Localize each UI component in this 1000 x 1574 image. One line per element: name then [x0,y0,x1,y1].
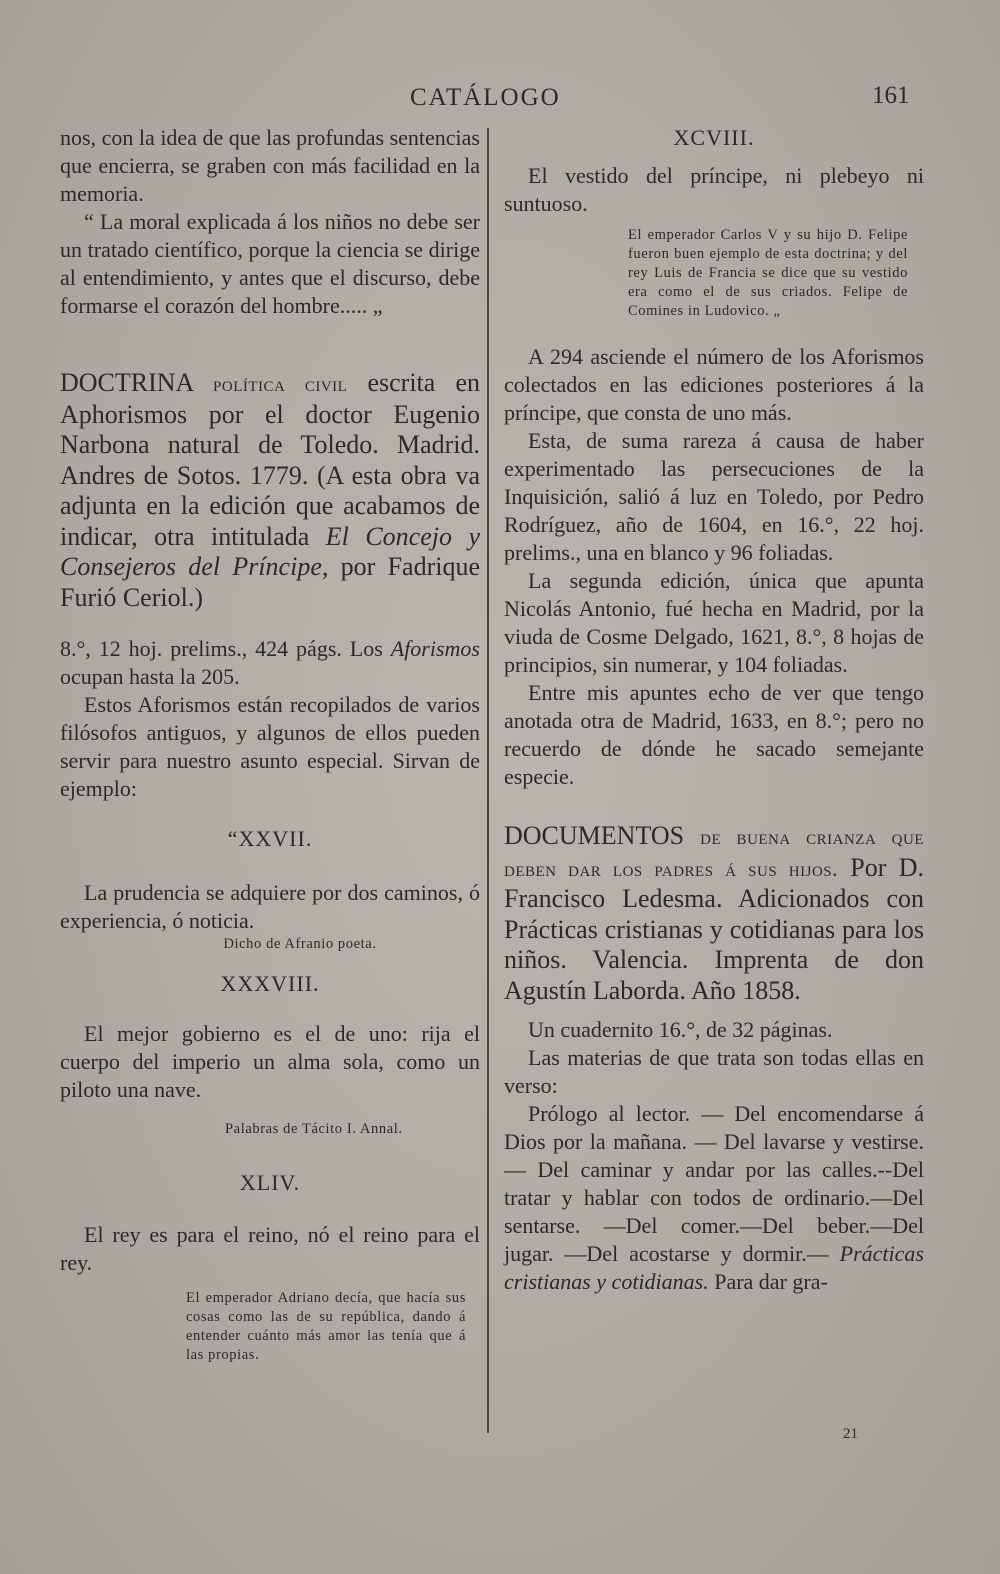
catalog-entry-documentos [504,821,924,1006]
entry-description: Un cuadernito 16.°, de 32 páginas. [528,1017,833,1042]
entry-text: Por D. Francisco Ledesma. Adicionados con Prácticas cristianas y cotidianas para los niños. Valencia. Imprenta de don Agustín Laborda. Año 1858. [504,852,924,1005]
right-column [504,124,924,1296]
left-column [60,124,480,1365]
aphorism-heading: “XXVII. [227,826,313,851]
contents-italic: Prácticas cristianas y cotidianas. [504,1241,924,1294]
aphorism-text: La prudencia se adquiere por dos caminos, ó experiencia, ó noticia. [60,880,480,933]
entry-text: escrita en Aphorismos por el doctor Eugenio Narbona natural de Toledo. Madrid. Andres de Sotos. 1779. (A esta obra va adjunta en la edición que acabamos de indicar, otra intitulada [60,368,481,551]
intro-quote: “ La moral explicada á los niños no debe ser un tratado científico, porque la ciencia se dirige al entendimiento, y antes que el discurso, debe formarse el corazón del hombre..... „ [60,209,480,318]
entry-text-end: por Fadrique Furió Ceriol.) [60,552,480,612]
aphorism-note: Palabras de Tácito I. Annal. [225,1121,403,1137]
aphorism-note: El emperador Adriano decía, que hacía sus cosas como las de su república, dando á entender cuánto más amor las tenía que á las propias. [186,1290,466,1363]
aphorism-note: El emperador Carlos V y su hijo D. Felipe fueron buen ejemplo de esta doctrina; y del rey Luis de Francia se dice que su vestido era como el de sus criados. Felipe de Comines in Ludovico. „ [628,227,908,319]
entry-headword: DOCTRINA [60,368,193,397]
column-divider [487,128,489,1433]
signature-mark: 21 [843,1426,858,1442]
running-header-title: CATÁLOGO [410,84,561,111]
entry-commentary: Estos Aforismos están recopilados de varios filósofos antiguos, y algunos de ellos pueden servir para nuestro asunto especial. Sirvan de ejemplo: [60,692,480,801]
paragraph-editions: A 294 asciende el número de los Aforismos colectados en las ediciones posteriores á la príncipe, que consta de uno más. [504,344,924,425]
aphorism-heading: XLIV. [239,1170,301,1195]
entry-commentary: Las materias de que trata son todas ellas en verso: [504,1045,924,1098]
entry-contents [504,1100,924,1296]
aphorism-heading: XCVIII. [673,125,755,150]
aphorism-note: Dicho de Afranio poeta. [223,936,377,952]
description-text-end: ocupan hasta la 205. [60,664,240,689]
entry-italic-title: El Concejo y Consejeros del Príncipe, [60,521,481,581]
aphorism-heading: XXXVIII. [220,971,320,996]
description-italic: Aforismos [390,636,480,661]
entry-description [60,635,480,691]
catalog-entry-doctrina [60,368,480,613]
paragraph-notes: Entre mis apuntes echo de ver que tengo anotada otra de Madrid, 1633, en 8.°; pero no recuerdo de dónde he sacado semejante especie. [504,680,924,789]
intro-paragraph: nos, con la idea de que las profundas sentencias que encierra, se graben con más facilidad en la memoria. [60,125,480,206]
page-number: 161 [872,82,910,109]
entry-headword-subtitle: de buena crianza que deben dar los padres á sus hijos. [504,825,924,881]
description-text: 8.°, 12 hoj. prelims., 424 págs. Los [60,636,391,661]
aphorism-text: El rey es para el reino, nó el reino para el rey. [60,1222,480,1275]
entry-headword-subtitle: política civil [213,372,348,396]
entry-headword: DOCUMENTOS [504,821,685,850]
aphorism-text: El vestido del príncipe, ni plebeyo ni suntuoso. [504,163,924,216]
paragraph-second-edition: La segunda edición, única que apunta Nicolás Antonio, fué hecha en Madrid, por la viuda de Cosme Delgado, 1621, 8.°, 8 hojas de principios, sin numerar, y 104 foliadas. [504,568,924,677]
aphorism-text: El mejor gobierno es el de uno: rija el cuerpo del imperio un alma sola, como un piloto una nave. [60,1021,480,1102]
paragraph-rarity: Esta, de suma rareza á causa de haber experimentado las persecuciones de la Inquisición, salió á luz en Toledo, por Pedro Rodríguez, año de 1604, en 16.°, 22 hoj. prelims., una en blanco y 96 foliadas. [504,428,924,565]
contents-text: Prólogo al lector. — Del encomendarse á Dios por la mañana. — Del lavarse y vestirse. — Del caminar y andar por las calles.--Del tratar y hablar con todos de ordinario.—Del sentarse. —Del comer.—Del beber.—Del jugar. —Del acostarse y dormir.— [504,1101,924,1266]
contents-text-end: Para dar gra- [708,1269,828,1294]
